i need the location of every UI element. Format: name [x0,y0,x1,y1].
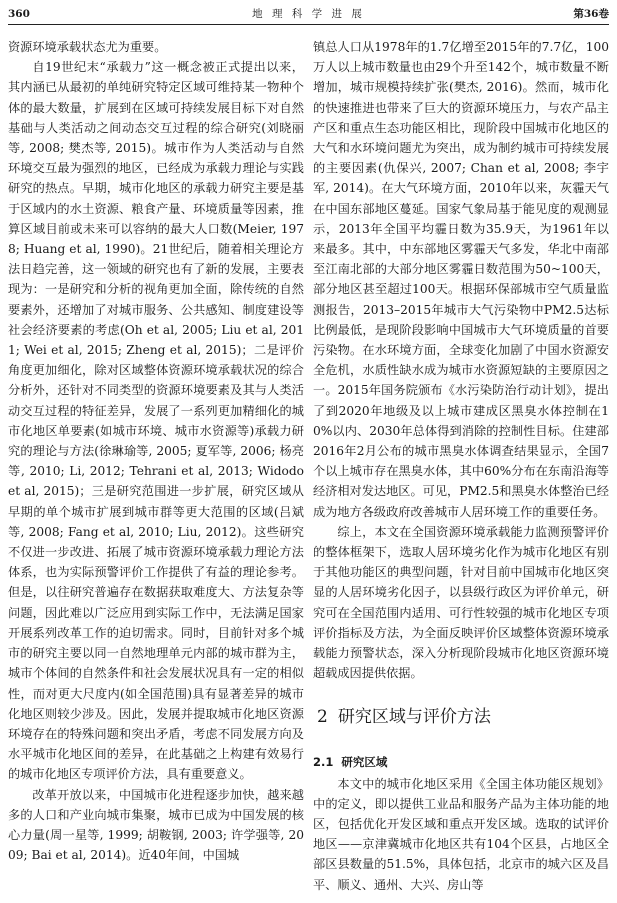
header-rule [8,24,609,25]
paragraph-environment-pressure: 镇总人口从1978年的1.7亿增至2015年的7.7亿，100万人以上城市数量也由29个升至142个，城市数量不断增加，城市规模持续扩张(樊杰, 2016)。然而，城市化的快速推进也带来了巨大的资源环境压力，与农产品主产区和重点生态功能区相比，现阶段中国城市化地区的大气和水环境问题尤为突出，成为制约城市可持续发展的主要因素(仇保兴, 2007; Chan et al, 2008; 李宇军, 2014)。在大气环境方面，2010年以来，灰霾天气在中国东部地区蔓延。国家气象局基于能见度的观测显示，2013年全国平均霾日数为35.9天，为1961年以来最多。其中，中东部地区雾霾天气多发，华北中南部至江南北部的大部分地区雾霾日数范围为50~100天，部分地区甚至超过100天。根据环保部城市空气质量监测报告，2013–2015年城市大气污染物中PM2.5达标比例最低，是现阶段影响中国城市大气环境质量的首要污染物。在水环境方面，全球变化加剧了中国水资源安全危机，水质性缺水成为城市水资源短缺的主要原因之一。2015年国务院颁布《水污染防治行动计划》，提出了到2020年地级及以上城市建成区黑臭水体控制在10%以内、2030年总体得到消除的控制性目标。住建部2016年2月公布的城市黑臭水体调查结果显示，全国7个以上城市存在黑臭水体，其中60%分布在东南沿海等经济相对发达地区。可见，PM2.5和黑臭水体整治已经成为地方各级政府改善城市人居环境工作的重要任务。 [313,40,609,519]
paragraph-urbanization: 改革开放以来，中国城市化进程逐步加快，越来越多的人口和产业向城市集聚，城市已成为中国发展的核心力量(周一星等, 1999; 胡鞍钢, 2003; 许学强等, 2009; Bai et al, 2014)。近40年间，中国城 [8,787,304,863]
journal-title: 地 理 科 学 进 展 [252,8,365,20]
paragraph-summary: 综上，本文在全国资源环境承载能力监测预警评价的整体框架下，选取人居环境劣化作为城市化地区有别于其他功能区的典型问题，针对目前中国城市化地区突显的人居环境劣化因子，以县级行政区为评价单元，研究可在全国范围内适用、可行性较强的城市化地区专项评价指标及方法，为全面反映评价区域整体资源环境承载能力预警状态，深入分析现阶段城市化地区资源环境超载成因提供依据。 [313,524,609,681]
volume-label: 第36卷 [573,8,609,20]
right-column [313,37,609,897]
subsection-title: 研究区域 [341,754,388,769]
paragraph-continued: 资源环境承载状态尤为重要。 [8,40,167,54]
section-heading [317,704,609,730]
subsection-number: 2.1 [313,754,334,769]
subsection-heading [313,752,609,772]
paragraph-carrying-capacity: 自19世纪末“承载力”这一概念被正式提出以来，其内涵已从最初的单纯研究特定区域可维持某一物种个体的最大数量，扩展到在区域可持续发展目标下对自然基础与人类活动之间动态交互过程的综合研究(刘晓丽等, 2008; 樊杰等, 2015)。城市作为人类活动与自然环境交互最为强烈的地区，已经成为承载力理论与实践研究的热点。早期，城市化地区的承载力研究主要是基于区域内的水土资源、粮食产量、环境质量等因素，推算区域目前或未来可以容纳的最大人口数(Meier, 1978; Huang et al, 1990)。21世纪后，随着相关理论方法日趋完善，这一领域的研究也有了新的发展，主要表现为：一是研究和分析的视角更加全面，除传统的自然要素外，还增加了对城市服务、公共感知、制度建设等社会经济要素的考虑(Oh et al, 2005; Liu et al, 2011; Wei et al, 2015; Zheng et al, 2015)；二是评价角度更加细化，除对区域整体资源环境承载状况的综合分析外，还针对不同类型的资源环境要素及其与人类活动交互过程的特征差异，发展了一系列更加精细化的城市化地区单要素(如城市环境、城市水资源等)承载力研究的理论与方法(徐琳瑜等, 2005; 夏军等, 2006; 杨亮等, 2010; Li, 2012; Tehrani et al, 2013; Widodo et al, 2015)；三是研究范围进一步扩展，研究区域从早期的单个城市扩展到城市群等更大范围的区域(吕斌等, 2008; Fang et al, 2010; Liu, 2012)。这些研究不仅进一步改进、拓展了城市资源环境承载力理论方法体系，也为实际预警评价工作提供了有益的理论参考。但是，以往研究普遍存在数据获取难度大、方法复杂等问题，因此难以广泛应用到实际工作中，无法满足国家开展系列改革工作的迫切需求。同时，目前针对多个城市的研究主要以同一自然地理单元内部的城市群为主，城市个体间的自然条件和社会发展状况具有一定的相似性，而对更大尺度内(如全国范围)具有显著差异的城市化地区则较少涉及。因此，发展并提取城市化地区资源环境存在的特殊问题和突出矛盾，考虑不同发展方向及水平城市化地区间的差异，在此基础之上构建有效易行的城市化地区专项评价方法，具有重要意义。 [8,60,304,782]
page-number: 360 [8,8,30,20]
section-number: 2 [317,706,328,727]
paragraph-study-region: 本文中的城市化地区采用《全国主体功能区规划》中的定义，即以提供工业品和服务产品为主体功能的地区，包括优化开发区域和重点开发区域。选取的试评价地区——京津冀城市化地区共有104个区县，占地区全部区县数量的51.5%，具体包括，北京市的城六区及昌平、顺义、通州、大兴、房山等 [313,776,609,892]
running-header [8,6,609,22]
left-column [8,37,304,897]
section-title: 研究区域与评价方法 [337,706,491,727]
